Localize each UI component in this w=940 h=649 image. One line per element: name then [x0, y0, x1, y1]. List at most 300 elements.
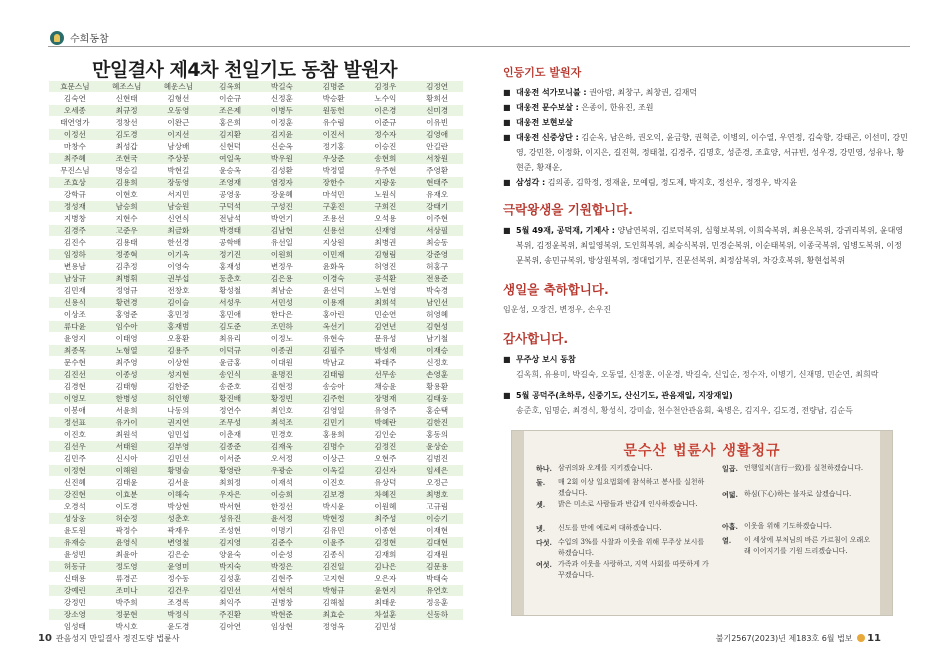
table-row: [49, 201, 463, 213]
name-cell: 지병창: [49, 213, 101, 225]
name-cell: 송준호: [204, 381, 256, 393]
name-cell: 김용희: [101, 177, 153, 189]
name-cell: 고규림: [411, 501, 463, 513]
page-header: [50, 30, 109, 45]
name-cell: 이대원: [256, 357, 308, 369]
name-cell: 이정선: [49, 129, 101, 141]
name-cell: 강진현: [49, 489, 101, 501]
name-cell: 정성재: [49, 201, 101, 213]
name-cell: 임수아: [101, 321, 153, 333]
name-cell: 이재현: [411, 525, 463, 537]
name-cell: 성지현: [153, 369, 205, 381]
name-cell: 신진혜: [49, 477, 101, 489]
name-cell: 김민선: [204, 585, 256, 597]
name-cell: 황성철: [204, 285, 256, 297]
name-cell: 김진수: [49, 237, 101, 249]
name-cell: 박정식: [153, 609, 205, 621]
name-cell: 이순성: [256, 549, 308, 561]
page-number-left: 10: [38, 633, 52, 644]
header-divider: [48, 46, 910, 47]
name-cell: 강예린: [49, 585, 101, 597]
name-cell: 임정하: [49, 249, 101, 261]
name-cell: 이경숙: [308, 273, 360, 285]
lamp-list: [503, 85, 908, 190]
name-cell: 우광순: [256, 465, 308, 477]
name-cell: 정연수: [204, 405, 256, 417]
name-cell: 최승동: [411, 237, 463, 249]
name-cell: 유선일: [256, 237, 308, 249]
name-cell: 조성현: [204, 525, 256, 537]
name-cell: 고준우: [101, 225, 153, 237]
name-cell: 신정훈: [256, 93, 308, 105]
name-cell: 이효분: [101, 489, 153, 501]
name-cell: 노원식: [360, 189, 412, 201]
name-cell: 윤현지: [360, 585, 412, 597]
name-cell: 이상현: [153, 357, 205, 369]
name-cell: 정문현: [101, 609, 153, 621]
table-row: [49, 417, 463, 429]
name-cell: 김숙연: [49, 93, 101, 105]
name-cell: 이해숙: [153, 489, 205, 501]
table-row: [49, 93, 463, 105]
name-cell: 임민섭: [153, 429, 205, 441]
name-cell: 윤도경: [153, 621, 205, 633]
birthday-section-title: 생일을 축하합니다.: [503, 282, 609, 297]
name-cell: 허인행: [153, 393, 205, 405]
vow-text: 삼귀의와 오계를 지키겠습니다.: [558, 464, 653, 472]
vow-item: [722, 489, 872, 500]
name-cell: 노수익: [360, 93, 412, 105]
name-cell: 신용식: [49, 297, 101, 309]
table-row: [49, 297, 463, 309]
name-cell: 공영웅: [204, 189, 256, 201]
name-cell: 최주영: [101, 357, 153, 369]
name-cell: 최병권: [360, 237, 412, 249]
name-cell: 윤화옥: [308, 261, 360, 273]
table-row: [49, 153, 463, 165]
name-cell: 장동영: [153, 177, 205, 189]
name-cell: 송인식: [204, 369, 256, 381]
name-cell: 남기철: [411, 333, 463, 345]
name-cell: 동춘호: [204, 273, 256, 285]
name-cell: 김태형: [101, 381, 153, 393]
name-cell: 박시호: [101, 621, 153, 633]
thanks2-label: 5월 공덕주(초하루, 신중기도, 산신기도, 관음재일, 지장재일): [516, 391, 733, 400]
name-cell: 남상배: [153, 141, 205, 153]
name-cell: 박정열: [308, 165, 360, 177]
name-cell: 윤서정: [256, 513, 308, 525]
name-cell: 김추정: [101, 261, 153, 273]
name-cell: 최희석: [360, 297, 412, 309]
name-cell: 홍동의: [411, 429, 463, 441]
name-cell: 최남순: [256, 285, 308, 297]
vow-item: [722, 535, 872, 557]
name-cell: 박길숙: [256, 81, 308, 93]
name-cell: 성유진: [204, 513, 256, 525]
name-cell: 서지민: [153, 189, 205, 201]
thanks2-names: 송준호, 임명순, 최경식, 황성식, 강미솔, 천수천안관음회, 육병은, 김지우, 김도경, 전량남, 김순득: [516, 406, 853, 415]
name-cell: 이종현: [360, 525, 412, 537]
name-cell: 주영환: [411, 165, 463, 177]
vow-item: [722, 463, 872, 474]
name-cell: 서윤희: [101, 405, 153, 417]
name-cell: 홍재성: [204, 261, 256, 273]
name-cell: 이병두: [256, 105, 308, 117]
name-cell: 신태용: [49, 573, 101, 585]
name-cell: 김형선: [153, 93, 205, 105]
name-cell: 안길란: [411, 141, 463, 153]
name-cell: 박숙경: [411, 285, 463, 297]
name-cell: 옥선기: [308, 321, 360, 333]
name-cell: 장한수: [308, 177, 360, 189]
lamp-item: [503, 85, 908, 100]
name-cell: 이정훈: [256, 117, 308, 129]
name-cell: 이태영: [101, 333, 153, 345]
name-cell: 최성갑: [101, 141, 153, 153]
name-cell: 유영주: [360, 405, 412, 417]
name-cell: 남승원: [153, 201, 205, 213]
name-cell: 문유성: [360, 333, 412, 345]
table-row: [49, 345, 463, 357]
name-cell: 유수림: [308, 117, 360, 129]
name-cell: 정기진: [204, 249, 256, 261]
name-cell: 조영재: [204, 177, 256, 189]
name-cell: 이승기: [411, 513, 463, 525]
name-cell: 김현주: [256, 573, 308, 585]
name-cell: 허영혜: [411, 309, 463, 321]
name-cell: 조효상: [49, 177, 101, 189]
table-row: [49, 165, 463, 177]
name-cell: 황진배: [204, 393, 256, 405]
name-cell: 주진환: [204, 609, 256, 621]
name-cell: 이서준: [204, 453, 256, 465]
name-cell: 오현주: [360, 453, 412, 465]
thanks1-names: 김옥희, 유용미, 박길숙, 오동열, 신정훈, 이운경, 박길숙, 신입순, 정수자, 이병기, 신재명, 민순연, 최희락: [516, 370, 879, 379]
name-cell: 권병창: [256, 597, 308, 609]
table-row: [49, 285, 463, 297]
name-cell: 신정호: [411, 357, 463, 369]
name-cell: 지상원: [308, 237, 360, 249]
name-cell: 김용주: [153, 345, 205, 357]
lamp-item: [503, 175, 908, 190]
table-row: [49, 573, 463, 585]
name-cell: 류경곤: [101, 573, 153, 585]
name-cell: 김은용: [256, 273, 308, 285]
name-cell: 정수자: [360, 129, 412, 141]
footer-left-text: 관음성지 만일결사 정진도량 법륜사: [55, 634, 180, 643]
lamp-item-names: 김의종, 김학정, 정재윤, 모예림, 정도제, 박지호, 정선우, 정정우, 박지윤: [547, 178, 798, 187]
name-cell: 최인호: [256, 405, 308, 417]
name-cell: 김정우: [360, 81, 412, 93]
name-cell: 김한준: [153, 381, 205, 393]
vow-text: 이 세상에 부처님의 바른 가르침이 오래오래 이어지기를 기원 드리겠습니다.: [744, 536, 871, 555]
name-cell: 허순정: [101, 513, 153, 525]
vow-item: [536, 499, 711, 510]
name-cell: 이춘재: [204, 429, 256, 441]
name-cell: 김태림: [308, 369, 360, 381]
name-cell: 이명기: [256, 525, 308, 537]
name-cell: 정종혁: [101, 249, 153, 261]
name-cell: 전창호: [153, 285, 205, 297]
name-cell: 유가이: [101, 417, 153, 429]
name-cell: 김이슬: [153, 297, 205, 309]
name-cell: 이상근: [308, 453, 360, 465]
vow-text: 수입의 3%를 사찰과 이웃을 위해 무주상 보시를 하겠습니다.: [558, 538, 705, 557]
name-cell: 박정은: [256, 561, 308, 573]
name-cell: 김인순: [360, 429, 412, 441]
name-cell: 임상현: [256, 621, 308, 633]
name-cell: 장명재: [360, 393, 412, 405]
name-cell: 오경석: [49, 501, 101, 513]
table-row: [49, 381, 463, 393]
name-cell: 김부영: [153, 441, 205, 453]
name-cell: 조경록: [153, 597, 205, 609]
name-cell: 홍영준: [101, 309, 153, 321]
table-row: [49, 261, 463, 273]
name-cell: 이원혜: [360, 501, 412, 513]
table-row: [49, 321, 463, 333]
name-cell: 최석조: [256, 417, 308, 429]
name-cell: 김대현: [411, 537, 463, 549]
table-row: [49, 405, 463, 417]
name-cell: 김경현: [49, 381, 101, 393]
table-row: [49, 597, 463, 609]
table-row: [49, 357, 463, 369]
name-cell: 권부섭: [153, 273, 205, 285]
vow-text: 밝은 미소로 사람들과 반갑게 인사하겠습니다.: [558, 500, 698, 508]
table-row: [49, 453, 463, 465]
name-cell: 성상웅: [49, 513, 101, 525]
poster-title: 문수산 법륜사 생활청규: [623, 443, 781, 459]
vow-number: 여섯.: [536, 560, 552, 569]
name-cell: 구성진: [256, 201, 308, 213]
name-cell: 구덕석: [204, 201, 256, 213]
name-cell: 전남석: [204, 213, 256, 225]
name-cell: 최규정: [101, 105, 153, 117]
thanks-item-1: [503, 352, 908, 367]
name-cell: 채승윤: [360, 381, 412, 393]
vow-number: 둘.: [536, 478, 546, 487]
name-cell: 황용환: [411, 381, 463, 393]
name-cell: 김해철: [308, 597, 360, 609]
vow-item: [536, 463, 711, 474]
name-cell: 이기옥: [153, 249, 205, 261]
name-cell: 김진선: [49, 369, 101, 381]
name-cell: 송현희: [360, 153, 412, 165]
name-cell: 한다은: [256, 309, 308, 321]
name-cell: 서민성: [256, 297, 308, 309]
name-cell: 허홍구: [411, 261, 463, 273]
name-cell: 구훈진: [308, 201, 360, 213]
name-cell: 김정진: [360, 441, 412, 453]
name-cell: 정창선: [101, 117, 153, 129]
name-cell: 이영모: [49, 393, 101, 405]
name-cell: 윤영식: [101, 537, 153, 549]
name-cell: 홍민애: [204, 309, 256, 321]
name-cell: 서성우: [204, 297, 256, 309]
footer-right-text: 불기2567(2023)년 제183호 6월 법보: [715, 634, 853, 643]
thanks-item-2: [503, 388, 908, 403]
name-cell: 홍은희: [204, 117, 256, 129]
name-cell: 이용재: [308, 297, 360, 309]
name-cell: 구희진: [360, 201, 412, 213]
lamp-item: [503, 115, 908, 130]
name-cell: 현태주: [411, 177, 463, 189]
name-cell: 김종준: [204, 441, 256, 453]
name-cell: 홍용희: [308, 429, 360, 441]
thanks1-label: 무주상 보시 동참: [516, 355, 576, 364]
vow-number: 하나.: [536, 464, 552, 473]
name-cell: 박서현: [204, 501, 256, 513]
vow-number: 다섯.: [536, 538, 552, 547]
vow-number: 여덟.: [722, 490, 738, 499]
lamp-item-label: 대웅전 보현보살: [516, 118, 573, 127]
name-cell: 최희정: [204, 477, 256, 489]
name-cell: 강학규: [49, 189, 101, 201]
name-cell: 임세은: [411, 465, 463, 477]
name-cell: 고지현: [308, 573, 360, 585]
name-cell: 김민기: [308, 417, 360, 429]
name-cell: 이은경: [360, 105, 412, 117]
name-cell: 김재원: [411, 549, 463, 561]
name-cell: 정도영: [101, 561, 153, 573]
name-cell: 이민재: [308, 249, 360, 261]
name-cell: 김태윤: [101, 477, 153, 489]
table-row: [49, 441, 463, 453]
name-cell: 박태숙: [411, 573, 463, 585]
table-row: [49, 513, 463, 525]
table-row: [49, 369, 463, 381]
table-row: [49, 309, 463, 321]
name-cell: 김아연: [204, 621, 256, 633]
name-cell: 홍아린: [308, 309, 360, 321]
name-cell: 김한진: [411, 417, 463, 429]
name-cell: 윤선덕: [308, 285, 360, 297]
name-cell: 정영옥: [308, 621, 360, 633]
name-cell: 김민재: [49, 285, 101, 297]
name-cell: 황영란: [204, 465, 256, 477]
name-cell: 주상봉: [153, 153, 205, 165]
name-cell: 권지연: [153, 417, 205, 429]
name-cell: 전용준: [411, 273, 463, 285]
name-cell: 김준수: [256, 537, 308, 549]
vow-item: [536, 537, 711, 559]
name-cell: 변영철: [153, 537, 205, 549]
name-cell: 이영숙: [153, 261, 205, 273]
name-cell: 김도준: [204, 321, 256, 333]
name-cell: 윤영미: [153, 561, 205, 573]
name-cell: 김건우: [153, 585, 205, 597]
table-row: [49, 489, 463, 501]
name-cell: 서태원: [101, 441, 153, 453]
table-row: [49, 609, 463, 621]
name-cell: 이진서: [308, 129, 360, 141]
footer-right: [716, 633, 885, 644]
name-cell: 조용선: [308, 213, 360, 225]
page-dot-icon: [857, 634, 865, 642]
name-cell: 정영규: [101, 285, 153, 297]
name-cell: 장소영: [49, 609, 101, 621]
rebirth-label: 5월 49재, 공덕재, 기제사 :: [516, 226, 615, 235]
table-row: [49, 561, 463, 573]
name-cell: 윤상순: [411, 441, 463, 453]
lamp-section-title: 인등기도 발원자: [503, 66, 582, 79]
name-cell: 홍민정: [153, 309, 205, 321]
lamp-item: [503, 100, 908, 115]
table-row: [49, 105, 463, 117]
name-cell: 이승진: [360, 141, 412, 153]
name-cell: 서현석: [256, 585, 308, 597]
vow-number: 일곱.: [722, 464, 738, 473]
name-cell: 김서윤: [153, 477, 205, 489]
name-cell: 이옥길: [308, 465, 360, 477]
name-cell: 김주헌: [308, 393, 360, 405]
name-cell: 윤성빈: [49, 549, 101, 561]
name-cell: 김남현: [256, 225, 308, 237]
name-cell: 김문용: [411, 561, 463, 573]
temple-rules-poster: [511, 430, 893, 616]
name-cell: 최병호: [411, 489, 463, 501]
name-cell: 윤승옥: [204, 165, 256, 177]
name-cell: 성춘호: [153, 513, 205, 525]
name-cell: 여일옥: [204, 153, 256, 165]
table-row: [49, 273, 463, 285]
name-cell: 이도경: [101, 501, 153, 513]
table-row: [49, 117, 463, 129]
name-cell: 윤도원: [49, 525, 101, 537]
section-label: 수희동참: [70, 34, 109, 45]
name-cell: 노형열: [101, 345, 153, 357]
vow-text: 가족과 이웃을 사랑하고, 지역 사회를 따뜻하게 가꾸겠습니다.: [558, 560, 709, 579]
name-cell: 우자은: [204, 489, 256, 501]
name-cell: 유상덕: [360, 477, 412, 489]
name-cell: 이재승: [411, 345, 463, 357]
name-cell: 김민주: [49, 453, 101, 465]
name-cell: 김진일: [308, 561, 360, 573]
name-cell: 신용선: [308, 225, 360, 237]
table-row: [49, 333, 463, 345]
name-cell: 김보경: [308, 489, 360, 501]
name-cell: 조무성: [204, 417, 256, 429]
name-cell: 김정현: [360, 537, 412, 549]
name-cell: 오세종: [49, 105, 101, 117]
name-cell: 박남교: [308, 357, 360, 369]
name-cell: 오흥환: [153, 333, 205, 345]
name-cell: 임성태: [49, 621, 101, 633]
temple-logo-icon: [50, 31, 64, 45]
name-cell: 김나은: [360, 561, 412, 573]
name-cell: 박우원: [256, 153, 308, 165]
name-cell: 태연영가: [49, 117, 101, 129]
name-cell: 지광웅: [360, 177, 412, 189]
birthday-names: 임운성, 오장건, 변정우, 손우진: [503, 305, 611, 314]
name-cell: 김경주: [49, 225, 101, 237]
lamp-item: [503, 130, 908, 175]
name-cell: 신현태: [101, 93, 153, 105]
table-row: [49, 537, 463, 549]
name-cell: 박성재: [360, 345, 412, 357]
name-cell: 허영진: [360, 261, 412, 273]
name-cell: 오정근: [411, 477, 463, 489]
name-cell: 황정빈: [256, 393, 308, 405]
name-cell: 박시윤: [308, 501, 360, 513]
name-cell: 박현길: [153, 165, 205, 177]
name-cell: 무진스님: [49, 165, 101, 177]
name-cell: 이승희: [256, 489, 308, 501]
name-cell: 김민선: [153, 453, 205, 465]
name-cell: 변용남: [49, 261, 101, 273]
lamp-item-label: 대웅전 석가모니불 :: [516, 88, 587, 97]
